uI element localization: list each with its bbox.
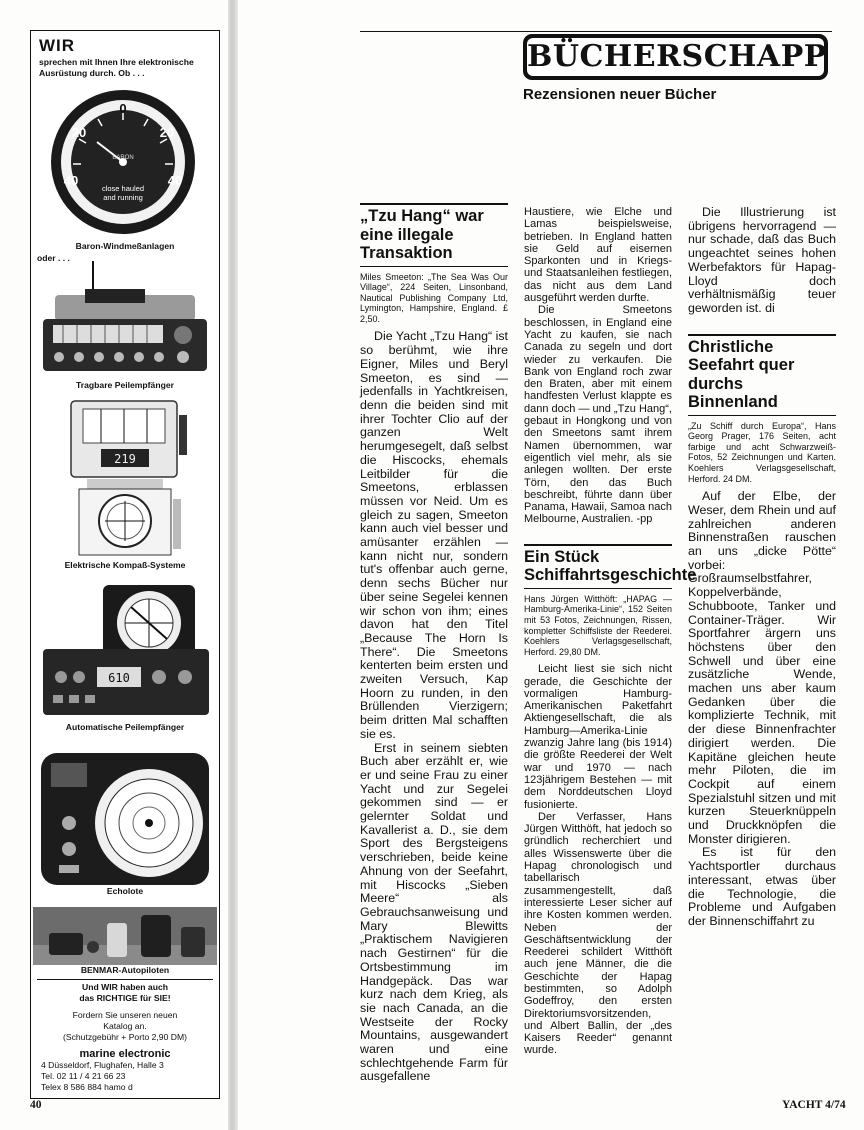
column-2 xyxy=(524,206,697,1057)
article-christ-paragraph-1: Auf der Elbe, der Weser, dem Rhein und auf zahlreichen anderen Binnenstraßen rauschen an uns „dicke Pötte“ vorbei: Großraumselbstfahrer, Koppelverbände, Schubboote, Tanker und Container-Träger. Wir Sportfahrer ärgern uns höchstens über den Schwell und über eine zusätzliche Wende, machen uns aber kaum Gedanken über die komplizierte Technik, mit der diese Binnenfrachter dirigiert werden. Die Kapitäne gleichen heute mehr Piloten, die im Cockpit auf einem Spezialstuhl sitzen und mit kurzen Steuerknüppeln und Druckknöpfen die Monster dirigieren. xyxy=(688,489,836,846)
ad-footer xyxy=(31,979,219,1093)
ad-footer-line2: das RICHTIGE für SIE! xyxy=(79,993,171,1003)
compass-display: 219 xyxy=(114,452,136,466)
caption-oder: oder . . . xyxy=(37,253,70,263)
ad-firm-name: marine electronic xyxy=(79,1048,171,1060)
article-tzu-paragraph-2: Erst in seinem siebten Buch aber erzählt er, wie er und seine Frau zu einer Yacht und zur Segelei gekommen sind — er gelernter Soldat und Kavallerist a. D., sie dem Sport des Bergsteigens verschrieben, beide keine Ahnung von der Seefahrt, mit Hiscocks „Sieben Meere“ als Gebrauchsanweisung und Mary Blewitts „Praktischem Navigieren nach Gestirnen“ für die Ortsbestimmung im Handgepäck. Das war kurz nach dem Krieg, als sie nach Canada, an die Westseite der Rocky Mountains, ausgewandert waren und eine schlechtgehende Farm für ausgefallene xyxy=(360,740,508,1084)
caption-portable: Tragbare Peilempfänger xyxy=(76,380,174,390)
article-tzu-paragraph-1: Die Yacht „Tzu Hang“ ist so berühmt, wie ihre Eigner, Miles und Beryl Smeeton, es sind — jedenfalls in Yachtkreisen, denn die beiden sind mit ihrer Tochter Clio auf der ganzen Welt herumgesegelt, daß selbst die Hiscocks, ehemals Leitbilder für die Smeetons, erblassen müssen vor Neid. Um es gleich zu sagen, Smeeton kann auch viel besser und amüsanter erzählen — kann nicht nur, sondern tut's offenbar auch gerne, denn sechs Bücher nur über seine Segelei kennen wir schon von ihm; eines davon hat den Titel „Because The Horn Is There“. Die Smeetons kenterten beim ersten und zweiten Versuch, Kap Hoorn zu runden, in den Brüllenden Vierzigern; beim dritten Mal schafften sie es. xyxy=(360,329,508,741)
section-subtitle: Rezensionen neuer Bücher xyxy=(523,86,717,103)
portable-receiver-icon xyxy=(37,259,213,377)
gauge-hint-2: and running xyxy=(103,193,143,202)
article-christ-title: Christliche Seefahrt quer durchs Binnenland xyxy=(688,337,795,412)
caption-benmar: BENMAR-Autopiloten xyxy=(80,965,170,975)
ad-header xyxy=(39,37,215,79)
gauge-right-40: 40 xyxy=(167,173,183,188)
receiver-display: 610 xyxy=(108,671,130,685)
marine-electronic-ad xyxy=(30,30,220,1099)
article-stueck-paragraph-3: Die Illustrierung ist übrigens hervorragend — nur schade, daß das Buch ungeachtet seines hohen Werbefaktors für Hapag-Lloyd doch verhältnismäßig teuer geworden ist. di xyxy=(688,205,836,315)
gauge-brand: BARON xyxy=(112,155,134,161)
article-christ-paragraph-2: Es ist für den Yachtsportler durchaus interessant, etwas über die Technologie, die Probleme und Aufgaben der Binnenschiffahrt zu xyxy=(688,845,836,928)
ad-footer-line5: (Schutzgebühr + Porto 2,90 DM) xyxy=(63,1032,187,1042)
column-3 xyxy=(688,206,836,929)
article-tzu-title: „Tzu Hang“ war eine illegale Transaktion xyxy=(360,207,484,262)
ad-footer-line4: Katalog an. xyxy=(103,1021,147,1031)
gauge-hint-1: close hauled xyxy=(101,184,145,193)
caption-baron: Baron-Windmeßanlagen xyxy=(75,241,175,251)
article-tzu-paragraph-4: Die Smeetons beschlossen, in England eine Yacht zu kaufen, sie nach Canada zu segeln und dort wieder zu verkaufen. Die Bank von England roch zwar den Braten, aber mit einem handfesten Verlust klappte es dann doch — und „Tzu Hang“, gebaut in Hongkong und von den Smeetons samt ihrem Namen übernommen, war eigentlich viel mehr, als sie anlegen wollten. Der erste Törn, den das Buch beschreibt, führte dann über Panama, Hawaii, Samoa nach Melbourne, Australien. -pp xyxy=(524,304,672,526)
caption-automatic: Automatische Peilempfänger xyxy=(65,722,185,732)
caption-echo: Echolote xyxy=(106,886,144,896)
column-1 xyxy=(360,203,508,1084)
section-logo-text: BÜCHERSCHAPP xyxy=(527,39,827,74)
article-tzu-bibliography: Miles Smeeton: „The Sea Was Our Village“, 224 Seiten, Linsonband, Nautical Publishing Company Ltd, Lymington, Hampshire, England. £ 2,50. xyxy=(360,271,508,324)
section-logo xyxy=(523,34,828,80)
autopilot-icon xyxy=(33,907,217,965)
gauge-left-40: 40 xyxy=(63,173,79,188)
article-tzu-heading xyxy=(360,203,508,267)
article-stueck-paragraph-1: Leicht liest sie sich nicht gerade, die Geschichte der vormaligen Hamburg-Amerikanischen Paketfahrt Aktiengesellschaft, die als Hamburg—Amerika-Linie zwanzig Jahre lang (bis 1914) die größte Reederei der Welt war und 1970 — nach 123jährigem Bestehen — mit dem Norddeutschen Lloyd fusionierte. xyxy=(524,663,672,811)
article-stueck-paragraph-2: Der Verfasser, Hans Jürgen Witthöft, hat jedoch so gründlich recherchiert und alles Wissenswerte über die Hapag chronologisch und tabellarisch zusammengestellt, daß interessierte Leser sicher auf ihre Kosten kommen werden. Neben der Geschäftsentwicklung der Reederei schildert Witthöft auch jene Männer, die die Geschichte der Hapag bestimmten, so Adolph Godeffroy, den ersten Direktoriumsvorsitzenden, und Albert Ballin, der „des Kaisers Reeder“ genannt wurde. xyxy=(524,810,672,1057)
ad-address: 4 Düsseldorf, Flughafen, Halle 3 xyxy=(41,1060,164,1070)
article-christ-bibliography: „Zu Schiff durch Europa“, Hans Georg Prager, 176 Seiten, acht farbige und acht Schwarzweiß-Fotos, 52 Zeichnungen und Karten. Koehlers Verlagsgesellschaft, Herford. 24 DM. xyxy=(688,420,836,484)
ad-footer-line3: Fordern Sie unseren neuen xyxy=(72,1010,178,1020)
article-stueck-bibliography: Hans Jürgen Witthöft: „HAPAG — Hamburg-Amerika-Linie“, 152 Seiten mit 53 Fotos, Zeichnungen, Rissen, kompletter Schiffsliste der Reederei. Koehlers Verlagsgesellschaft, Herford. 29,80 DM. xyxy=(524,593,672,657)
article-christ-heading xyxy=(688,334,836,416)
page-gutter xyxy=(228,0,238,1130)
echo-sounder-icon xyxy=(39,743,211,887)
article-tzu-paragraph-3: Haustiere, wie Elche und Lamas beispielsweise, betrieben. In England hatten sie Geld auf eisernen Sparkonten und in Kriegs- und Staatsanleihen festliegen, das nicht aus dem Land ausgeführt werden durfte. xyxy=(524,206,672,305)
compass-system-icon xyxy=(61,399,191,559)
ad-intro: sprechen mit Ihnen Ihre elektronische Ausrüstung durch. Ob . . . xyxy=(39,57,194,78)
gauge-right-20: 20 xyxy=(159,125,175,140)
automatic-receiver-icon xyxy=(41,583,211,717)
article-stueck-heading xyxy=(524,544,697,589)
article-stueck-title: Ein Stück Schiffahrtsgeschichte xyxy=(524,547,697,585)
page-number: 40 xyxy=(30,1099,42,1111)
ad-phone: Tel. 02 11 / 4 21 66 23 xyxy=(41,1071,126,1081)
gauge-zero: 0 xyxy=(119,101,127,116)
header-rule xyxy=(360,31,832,32)
caption-compass: Elektrische Kompaß-Systeme xyxy=(64,560,186,570)
ad-footer-line1: Und WIR haben auch xyxy=(82,982,168,992)
issue-label: YACHT 4/74 xyxy=(782,1099,846,1111)
gauge-left-20: 20 xyxy=(71,125,87,140)
ad-telex: Telex 8 586 884 hamo d xyxy=(41,1082,133,1092)
wind-gauge-icon xyxy=(41,87,205,237)
ad-wir: WIR xyxy=(39,36,76,55)
